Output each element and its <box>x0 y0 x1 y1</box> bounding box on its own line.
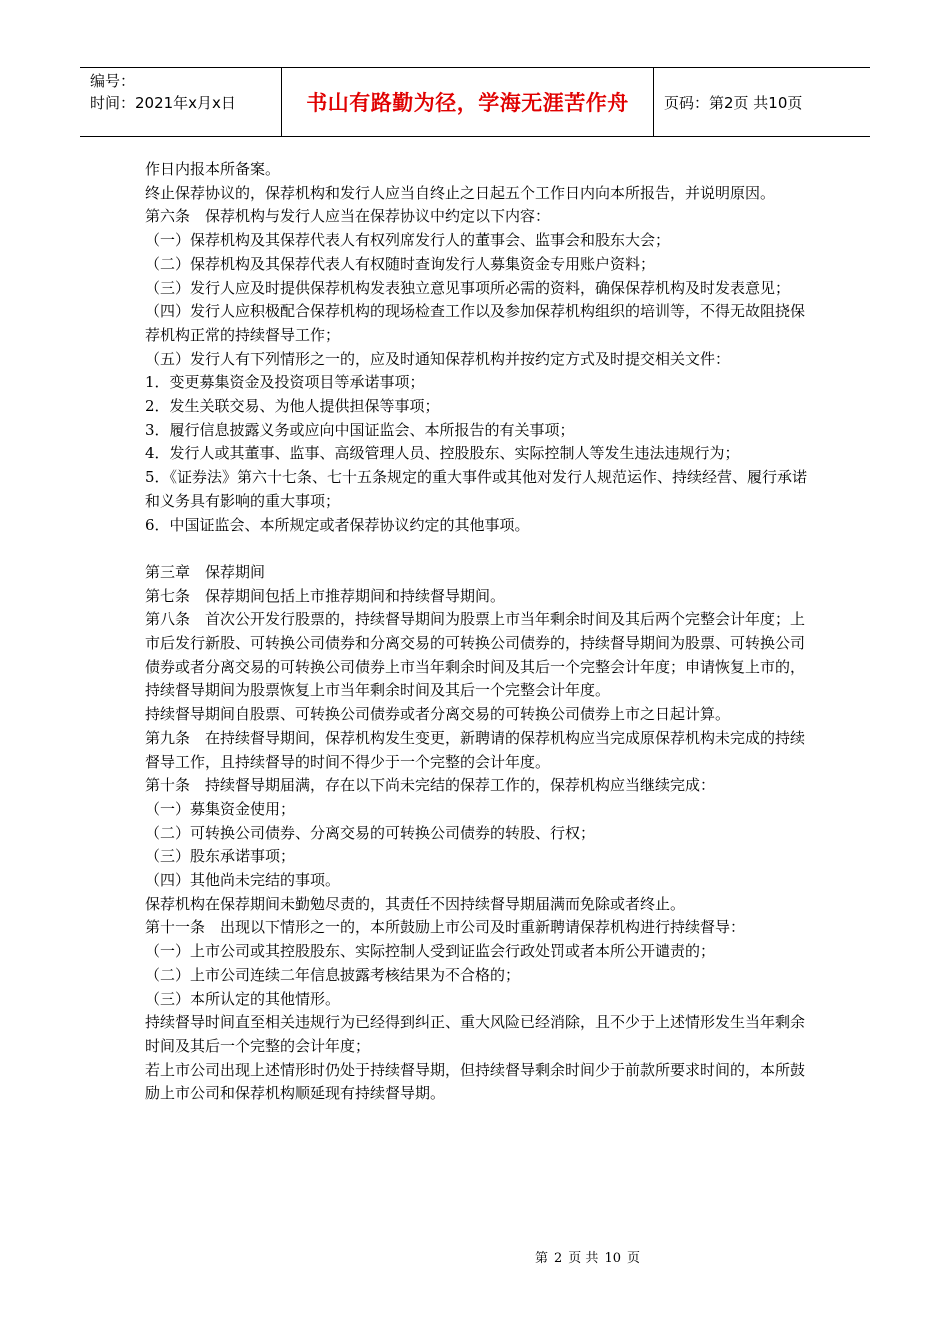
paragraph: （三）股东承诺事项； <box>145 847 296 866</box>
paragraph: 保荐机构在保荐期间未勤勉尽责的，其责任不因持续督导期届满而免除或者终止。 <box>145 894 686 913</box>
paragraph: 终止保荐协议的，保荐机构和发行人应当自终止之日起五个工作日内向本所报告，并说明原因。 <box>145 183 776 202</box>
paragraph: （二）上市公司连续二年信息披露考核结果为不合格的； <box>145 965 521 984</box>
paragraph: （一）保荐机构及其保荐代表人有权列席发行人的董事会、监事会和股东大会； <box>145 231 671 250</box>
page-header <box>80 67 870 137</box>
paragraph: 若上市公司出现上述情形时仍处于持续督导期，但持续督导剩余时间少于前款所要求时间的，本所鼓励上市公司和保荐机构顺延现有持续督导期。 <box>145 1060 806 1103</box>
paragraph: 4．发行人或其董事、监事、高级管理人员、控股股东、实际控制人等发生违法违规行为； <box>145 444 740 463</box>
paragraph: （一）募集资金使用； <box>145 799 296 818</box>
paragraph: 3．履行信息披露义务或应向中国证监会、本所报告的有关事项； <box>145 420 575 439</box>
document-body <box>145 158 815 1106</box>
paragraph: （三）本所认定的其他情形。 <box>145 989 341 1008</box>
paragraph: （二）可转换公司债券、分离交易的可转换公司债券的转股、行权； <box>145 823 596 842</box>
paragraph: 第十条 持续督导期届满，存在以下尚未完结的保荐工作的，保荐机构应当继续完成： <box>145 776 716 795</box>
paragraph: 持续督导期间自股票、可转换公司债券或者分离交易的可转换公司债券上市之日起计算。 <box>145 705 731 724</box>
paragraph: （二）保荐机构及其保荐代表人有权随时查询发行人募集资金专用账户资料； <box>145 254 656 273</box>
paragraph: （四）其他尚未完结的事项。 <box>145 871 341 890</box>
paragraph: 第七条 保荐期间包括上市推荐期间和持续督导期间。 <box>145 586 506 605</box>
header-meta <box>80 68 282 136</box>
document-number-label: 编号： <box>90 72 136 90</box>
footer-prefix: 第 <box>535 1251 549 1266</box>
header-page-info: 页码：第2页 共10页 <box>664 93 803 112</box>
paragraph: 5．《证券法》第六十七条、七十五条规定的重大事件或其他对发行人规范运作、持续经营、履行承诺和义务具有影响的重大事项； <box>145 468 808 510</box>
paragraph: （三）发行人应及时提供保荐机构发表独立意见事项所必需的资料，确保保荐机构及时发表意见； <box>145 278 791 297</box>
paragraph: 持续督导时间直至相关违规行为已经得到纠正、重大风险已经消除，且不少于上述情形发生当年剩余时间及其后一个完整的会计年度； <box>145 1013 806 1055</box>
blank-line <box>145 537 815 561</box>
paragraph: （四）发行人应积极配合保荐机构的现场检查工作以及参加保荐机构组织的培训等，不得无故阻挠保荐机构正常的持续督导工作； <box>145 302 806 344</box>
header-motto: 书山有路勤为径，学海无涯苦作舟 <box>282 68 654 136</box>
paragraph: 第九条 在持续督导期间，保荐机构发生变更，新聘请的保荐机构应当完成原保荐机构未完成的持续督导工作，且持续督导的时间不得少于一个完整的会计年度。 <box>145 728 806 771</box>
paragraph: 作日内报本所备案。 <box>145 160 281 178</box>
footer-page-number: 2 <box>554 1251 563 1266</box>
paragraph: 1．变更募集资金及投资项目等承诺事项； <box>145 373 425 392</box>
paragraph: （一）上市公司或其控股股东、实际控制人受到证监会行政处罚或者本所公开谴责的； <box>145 942 716 961</box>
footer-total-pages: 10 <box>604 1251 621 1266</box>
paragraph: 第十一条 出现以下情形之一的，本所鼓励上市公司及时重新聘请保荐机构进行持续督导： <box>145 918 746 937</box>
document-date: 时间：2021年x月x日 <box>90 94 236 112</box>
footer-mid: 页 共 <box>568 1251 599 1266</box>
paragraph: 第六条 保荐机构与发行人应当在保荐协议中约定以下内容： <box>145 207 551 226</box>
footer-suffix: 页 <box>626 1251 640 1266</box>
paragraph: 6．中国证监会、本所规定或者保荐协议约定的其他事项。 <box>145 515 530 534</box>
paragraph: 第八条 首次公开发行股票的，持续督导期间为股票上市当年剩余时间及其后两个完整会计年度；上市后发行新股、可转换公司债券和分离交易的可转换公司债券的，持续督导期间为股票、可转换公司债券或者分离交易的可转换公司债券上市当年剩余时间及其后一个完整会计年度；申请恢复上市的，持续督导期间为股票恢复上市当年剩余时间及其后一个完整会计年度。 <box>145 610 806 700</box>
page-footer <box>0 1247 950 1266</box>
paragraph: 第三章 保荐期间 <box>145 562 266 581</box>
paragraph: 2．发生关联交易、为他人提供担保等事项； <box>145 397 440 416</box>
paragraph: （五）发行人有下列情形之一的，应及时通知保荐机构并按约定方式及时提交相关文件： <box>145 349 731 368</box>
